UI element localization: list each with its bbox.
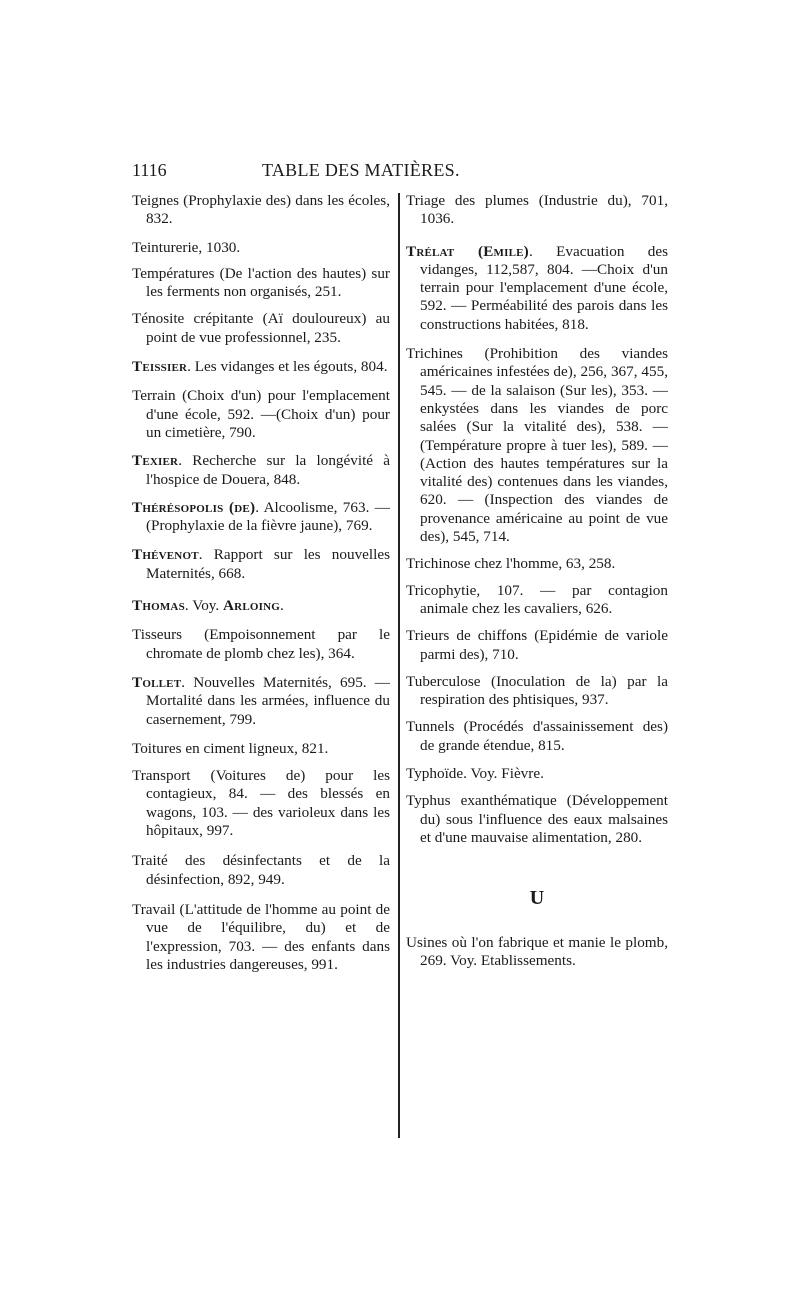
column-divider: [398, 193, 400, 1138]
entry-heading: Typhoïde: [406, 765, 464, 783]
entry-heading: Tunnels: [406, 718, 455, 736]
index-entry: [406, 243, 668, 334]
entry-heading: Trieurs: [406, 627, 450, 645]
entry-author: Tollet: [132, 673, 182, 691]
entry-heading: Toitures: [132, 739, 182, 757]
page-header: [132, 160, 674, 184]
entry-heading: Tuberculose: [406, 672, 481, 690]
entry-author: Texier: [132, 452, 179, 470]
page-number: 1116: [132, 160, 167, 180]
entry-text: (L'attitude de l'homme au point de vue de l'équilibre, du) et de l'expression, 703. — des enfants dans les industries dangereuses, 991.: [146, 900, 390, 973]
index-entry: [132, 239, 390, 257]
right-column: [406, 192, 668, 970]
section-letter: U: [529, 887, 545, 910]
entry-text: des désinfectants et de la désinfection, 892, 949.: [146, 852, 390, 888]
entry-heading: Traité: [132, 852, 168, 870]
entry-text: . Nouvelles Maternités, 695. — Mortalité dans les armées, influence du casernement, 799.: [146, 673, 390, 728]
index-entry: [132, 740, 390, 758]
entry-text: en ciment ligneux, 821.: [181, 739, 329, 757]
entry-text: (De l'action des hautes) sur les ferments non organisés, 251.: [146, 264, 390, 301]
entry-text: (Prohibition des viandes américaines infestées de), 256, 367, 455, 545. — de la salaison (Sur les), 353. — enkystées dans les viandes de porc salées (Sur la vitalité des), 538. — (Température propre à tuer les), 589. — (Action des hautes températures sur la vitalité des) contenues dans les viandes, 620. — (Inspection des viandes de provenance américaine au point de vue des), 545, 714.: [420, 345, 668, 546]
entry-text: . Les vidanges et les égouts, 804.: [187, 358, 388, 376]
entry-author: Thérésopolis (de): [132, 498, 256, 516]
index-entry: [132, 265, 390, 302]
entry-text: crépitante (Aï douloureux) au point de vue professionnel, 235.: [146, 310, 390, 346]
index-entry: [132, 597, 390, 615]
entry-heading: Travail: [132, 900, 176, 918]
entry-heading: Triage: [406, 192, 446, 209]
entry-cross-ref: Arloing: [223, 597, 281, 615]
section-u-entries: [406, 934, 668, 971]
index-entry: [406, 192, 668, 229]
entry-heading: Teignes: [132, 192, 180, 209]
entry-text: . Voy. Fièvre.: [463, 765, 544, 783]
index-entry: [132, 626, 390, 663]
index-entry: [132, 192, 390, 229]
entry-text: . Rapport sur les nouvelles Maternités, 668.: [146, 546, 390, 582]
entry-text: où l'on fabrique et manie le plomb, 269. Voy. Etablissements.: [420, 933, 668, 969]
index-entry: [406, 765, 668, 783]
entry-text: des plumes (Industrie du), 701, 1036.: [420, 192, 668, 228]
left-column: [132, 192, 390, 974]
index-entry: [406, 673, 668, 710]
index-entry: [132, 852, 390, 889]
entry-heading: Ténosite: [132, 310, 185, 328]
entry-heading: Typhus: [406, 792, 451, 810]
entry-author: Thomas: [132, 597, 185, 615]
index-entry: [132, 901, 390, 974]
index-entry: [406, 345, 668, 546]
entry-text: , 107. — par contagion animale chez les cavaliers, 626.: [420, 581, 668, 617]
index-entry: [132, 310, 390, 347]
entry-text: de chiffons (Epidémie de variole parmi des), 710.: [420, 627, 668, 663]
index-entry: [406, 582, 668, 619]
entry-text: exanthématique (Développement du) sous l'influence des eaux malsaines et d'une mauvaise alimentation, 280.: [420, 792, 668, 846]
entry-heading: Terrain: [132, 387, 176, 405]
index-entry: [406, 555, 668, 573]
entry-heading: Tricophytie: [406, 581, 477, 599]
entry-text: (Choix d'un) pour l'emplacement d'une école, 592. —(Choix d'un) pour un cimetière, 790.: [146, 387, 390, 441]
index-entry: [132, 546, 390, 583]
index-entry: [132, 674, 390, 729]
entry-text: (Voitures de) pour les contagieux, 84. — des blessés en wagons, 103. — des varioleux dans les hôpitaux, 997.: [146, 767, 390, 840]
index-entry: [132, 452, 390, 489]
entry-heading: Usines: [406, 933, 448, 951]
entry-text: .: [280, 597, 284, 615]
entry-text: . Recherche sur la longévité à l'hospice de Douera, 848.: [146, 452, 390, 488]
entry-author: Teissier: [132, 358, 188, 376]
running-title: TABLE DES MATIÈRES.: [262, 160, 460, 180]
entry-text: (Prophylaxie des) dans les écoles, 832.: [146, 192, 390, 228]
entry-text: . Alcoolisme, 763. — (Prophylaxie de la fièvre jaune), 769.: [146, 498, 390, 535]
entry-text: (Inoculation de la) par la respiration des phtisiques, 937.: [420, 672, 668, 709]
index-entry: [406, 792, 668, 847]
index-entry: [132, 499, 390, 536]
entry-text: . Evacuation des vidanges, 112,587, 804. —Choix d'un terrain pour l'emplacement d'une école, 592. — Perméabilité des parois dans les constructions habitées, 818.: [420, 242, 668, 333]
entry-heading: Températures: [132, 264, 215, 282]
entry-text: (Empoisonnement par le chromate de plomb chez les), 364.: [146, 626, 390, 662]
index-entry: [132, 387, 390, 442]
entry-text: , 1030.: [198, 238, 241, 256]
entry-heading: Transport: [132, 767, 191, 785]
entry-author: Trélat (Emile): [406, 242, 529, 260]
entry-heading: Teinturerie: [132, 238, 199, 256]
entry-heading: Tisseurs: [132, 626, 183, 644]
index-entry: [406, 718, 668, 755]
entry-text: chez l'homme, 63, 258.: [470, 555, 616, 573]
index-entry: [406, 934, 668, 971]
index-entry: [406, 627, 668, 664]
entry-heading: Trichines: [406, 345, 463, 363]
entry-author: Thévenot: [132, 546, 199, 564]
index-entry: [132, 767, 390, 840]
entry-text: . Voy.: [184, 597, 224, 615]
index-entry: [132, 358, 390, 376]
entry-heading: Trichinose: [406, 555, 471, 573]
entry-text: (Procédés d'assainissement des) de grande étendue, 815.: [420, 718, 668, 754]
